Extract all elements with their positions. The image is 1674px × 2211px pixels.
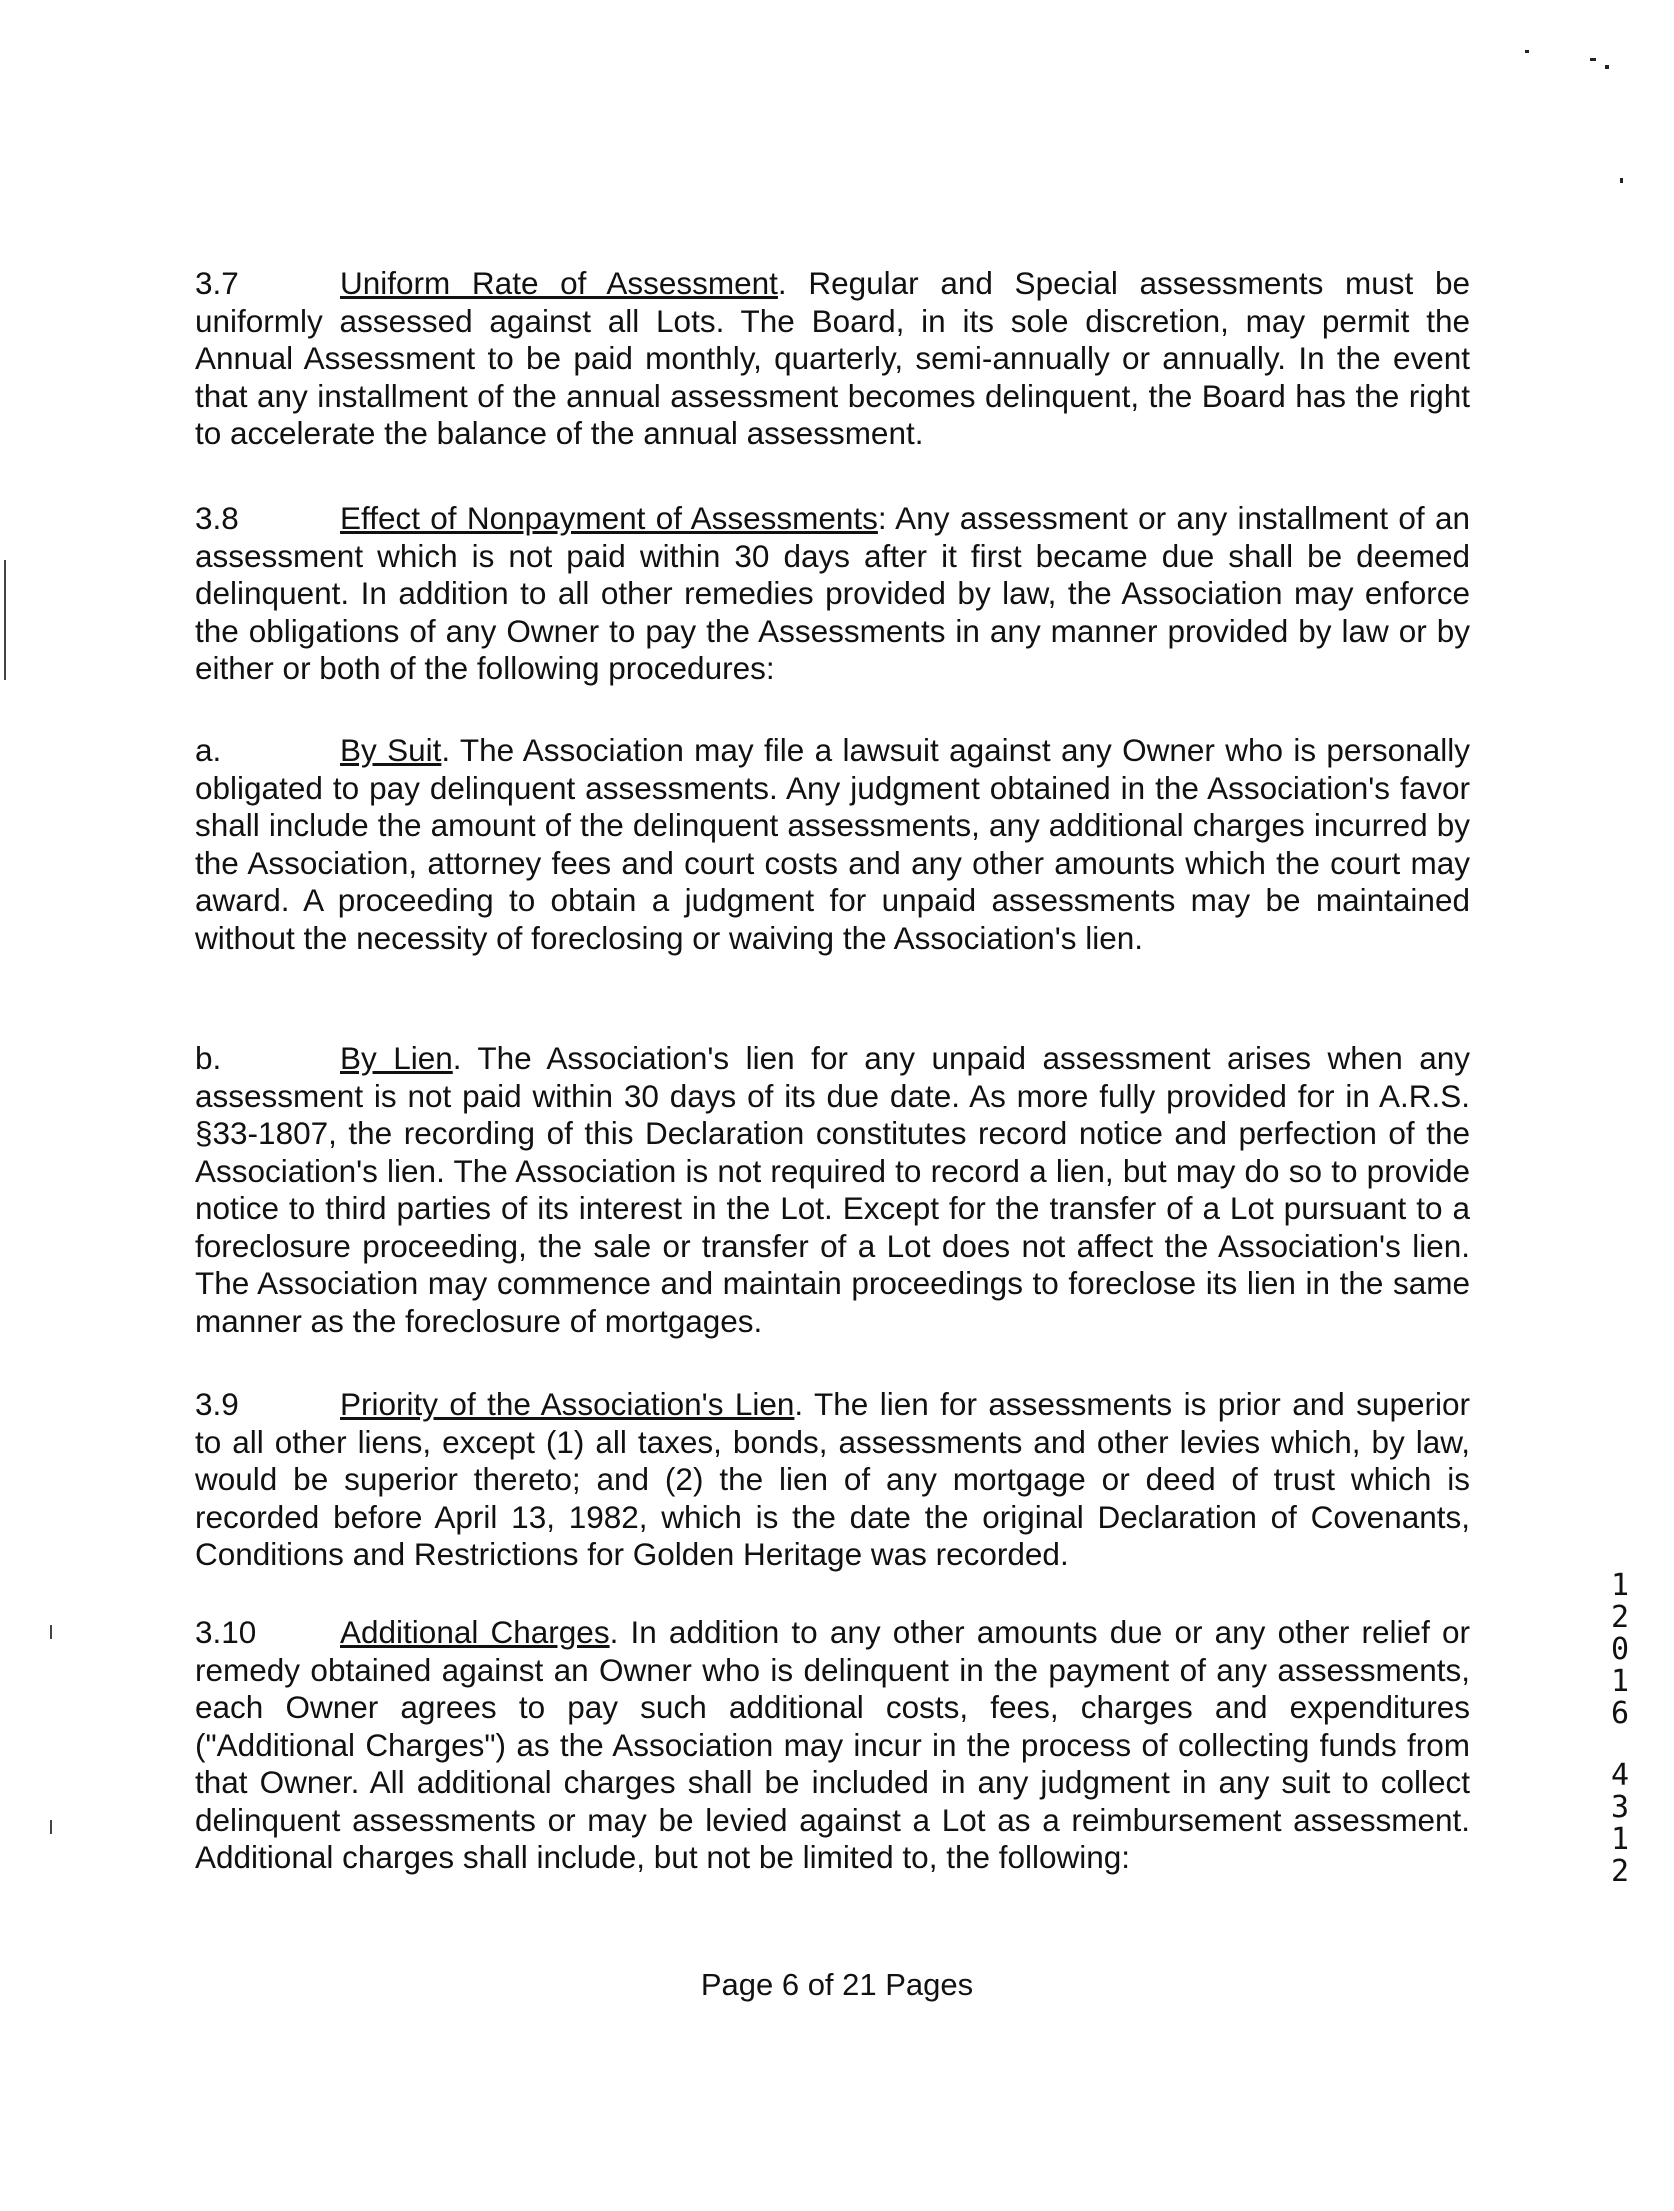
section-body: . The Association's lien for any unpaid assessment arises when any assessment is not paid within 30 days of its due date. As more fully provided for in A.R.S. §33-1807, the recording of this Declaration constitutes record notice and perfection of the Association's lien. The Association is not required to record a lien, but may do so to provide notice to third parties of its interest in the Lot. Except for the transfer of a Lot pursuant to a foreclosure proceeding, the sale or transfer of a Lot does not affect the Association's lien. The Association may commence and maintain proceedings to foreclose its lien in the same manner as the foreclosure of mortgages.: [195, 1040, 1470, 1339]
scan-speck: [1590, 58, 1596, 61]
section-3-9: [195, 1386, 1470, 1574]
recording-number-bottom: [1600, 1760, 1640, 1888]
section-number: 3.10: [195, 1614, 257, 1650]
section-heading: By Lien: [340, 1040, 453, 1076]
section-body: : Any assessment or any installment of an assessment which is not paid within 30 days after it first became due shall be deemed delinquent. In addition to all other remedies provided by law, the Association may enforce the obligations of any Owner to pay the Assessments in any manner provided by law or by either or both of the following procedures:: [195, 500, 1470, 686]
section-number: 3.7: [195, 265, 239, 301]
section-number: b.: [195, 1040, 222, 1076]
section-body: . In addition to any other amounts due or any other relief or remedy obtained against an Owner who is delinquent in the payment of any assessments, each Owner agrees to pay such additional costs, fees, charges and expenditures ("Additional Charges") as the Association may incur in the process of collecting funds from that Owner. All additional charges shall be included in any judgment in any suit to collect delinquent assessments or may be levied against a Lot as a reimbursement assessment. Additional charges shall include, but not be limited to, the following:: [195, 1614, 1470, 1875]
section-a-by-suit: [195, 732, 1470, 957]
section-heading: By Suit: [340, 732, 442, 768]
scan-speck: [1605, 65, 1609, 69]
recording-digit: 1: [1610, 1664, 1630, 1699]
section-number: 3.9: [195, 1386, 239, 1422]
section-heading: Priority of the Association's Lien: [340, 1386, 795, 1422]
recording-digit: 2: [1610, 1600, 1630, 1635]
recording-digit: 1: [1610, 1568, 1630, 1603]
section-3-7: [195, 265, 1470, 453]
section-heading: Effect of Nonpayment of Assessments: [340, 500, 878, 536]
section-3-10: [195, 1614, 1470, 1877]
scan-edge-mark: [50, 1820, 52, 1834]
section-number: a.: [195, 732, 222, 768]
scan-edge-mark: [4, 560, 6, 680]
section-heading: Uniform Rate of Assessment: [340, 265, 778, 301]
section-body: . The Association may file a lawsuit against any Owner who is personally obligated to pay delinquent assessments. Any judgment obtained in the Association's favor shall include the amount of the delinquent assessments, any additional charges incurred by the Association, attorney fees and court costs and any other amounts which the court may award. A proceeding to obtain a judgment for unpaid assessments may be maintained without the necessity of foreclosing or waiving the Association's lien.: [195, 732, 1470, 956]
scan-speck: [1525, 50, 1529, 53]
recording-digit: 6: [1610, 1696, 1630, 1731]
recording-digit: 3: [1610, 1790, 1630, 1825]
recording-digit: 1: [1610, 1822, 1630, 1857]
page-footer: Page 6 of 21 Pages: [700, 1967, 974, 2002]
recording-number-top: [1600, 1570, 1640, 1730]
section-b-by-lien: [195, 1040, 1470, 1340]
scan-edge-mark: [50, 1625, 52, 1639]
recording-digit: 2: [1610, 1854, 1630, 1889]
section-number: 3.8: [195, 500, 239, 536]
recording-digit: 0: [1610, 1632, 1630, 1667]
section-body: . The lien for assessments is prior and superior to all other liens, except (1) all taxes, bonds, assessments and other levies which, by law, would be superior thereto; and (2) the lien of any mortgage or deed of trust which is recorded before April 13, 1982, which is the date the original Declaration of Covenants, Conditions and Restrictions for Golden Heritage was recorded.: [195, 1386, 1470, 1572]
scan-speck: [1620, 178, 1623, 183]
section-body: . Regular and Special assessments must be uniformly assessed against all Lots. The Board, in its sole discretion, may permit the Annual Assessment to be paid monthly, quarterly, semi-annually or annually. In the event that any installment of the annual assessment becomes delinquent, the Board has the right to accelerate the balance of the annual assessment.: [195, 265, 1471, 451]
section-3-8: [195, 500, 1470, 688]
recording-digit: 4: [1610, 1758, 1630, 1793]
section-heading: Additional Charges: [340, 1614, 610, 1650]
scan-noise-line: [540, 478, 1470, 484]
